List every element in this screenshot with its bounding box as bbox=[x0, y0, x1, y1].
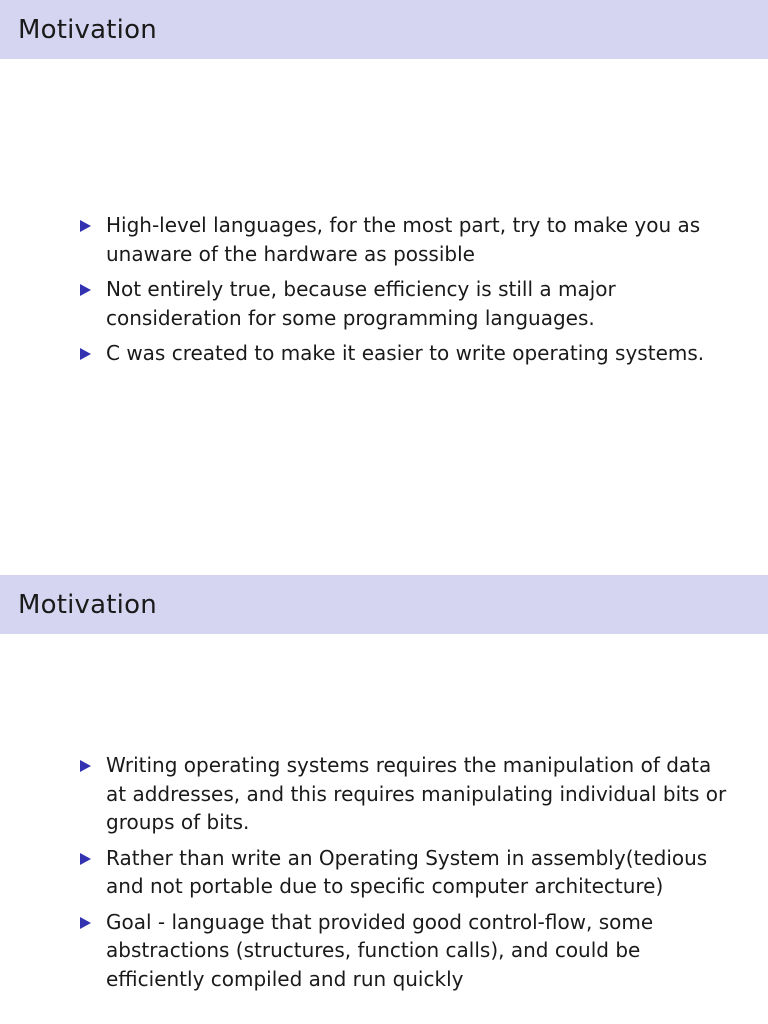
slide-2 bbox=[0, 575, 768, 1024]
slide-title: Motivation bbox=[18, 15, 157, 45]
slide-title-bar bbox=[0, 575, 768, 634]
slide-title-bar bbox=[0, 0, 768, 59]
triangle-right-icon bbox=[80, 917, 91, 929]
bullet-item bbox=[80, 339, 730, 368]
bullet-item bbox=[80, 908, 730, 994]
triangle-right-icon bbox=[80, 284, 91, 296]
bullet-text: C was created to make it easier to write operating systems. bbox=[106, 341, 705, 365]
bullet-text: Rather than write an Operating System in assembly(tedious and not portable due to specific computer architecture) bbox=[106, 845, 708, 898]
bullet-item bbox=[80, 844, 730, 901]
bullet-item bbox=[80, 211, 730, 268]
triangle-right-icon bbox=[80, 760, 91, 772]
triangle-right-icon bbox=[80, 220, 91, 232]
triangle-right-icon bbox=[80, 853, 91, 865]
bullet-item bbox=[80, 751, 730, 837]
bullet-text: Not entirely true, because efficiency is still a major consideration for some programming languages. bbox=[106, 277, 616, 330]
bullet-list bbox=[80, 751, 730, 1000]
triangle-right-icon bbox=[80, 348, 91, 360]
bullet-text: Goal - language that provided good control-flow, some abstractions (structures, function calls), and could be efficiently compiled and run quickly bbox=[106, 909, 654, 991]
slide-title: Motivation bbox=[18, 590, 157, 620]
bullet-text: High-level languages, for the most part, try to make you as unaware of the hardware as possible bbox=[106, 213, 701, 266]
bullet-list bbox=[80, 211, 730, 375]
bullet-text: Writing operating systems requires the manipulation of data at addresses, and this requires manipulating individual bits or groups of bits. bbox=[106, 753, 727, 834]
bullet-item bbox=[80, 275, 730, 332]
